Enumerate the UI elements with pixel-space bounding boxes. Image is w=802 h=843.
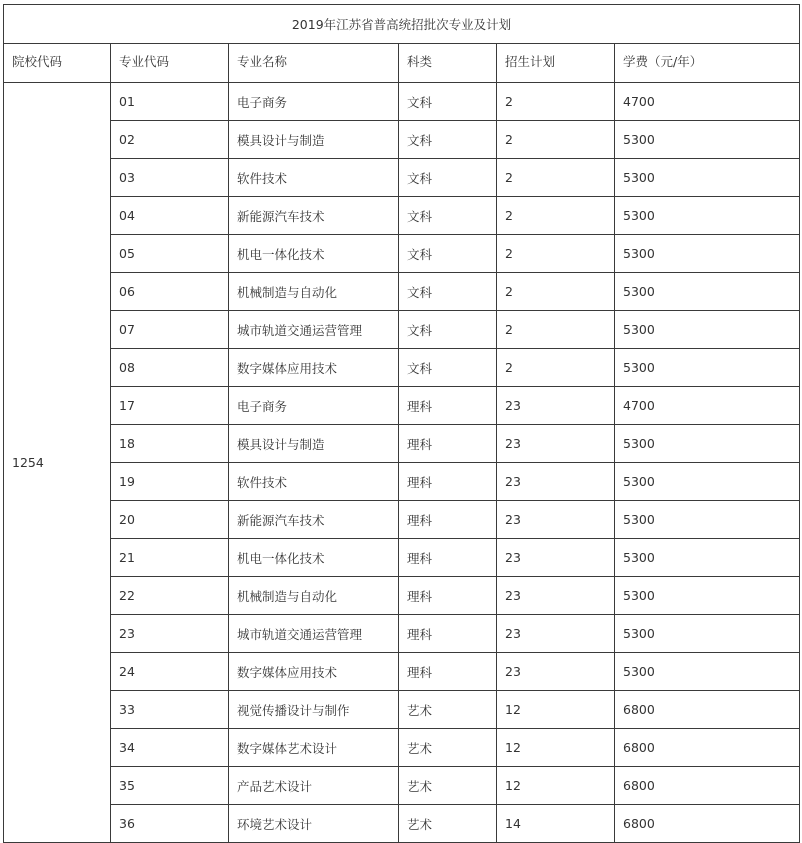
major-code-cell: 05 [111,235,229,273]
major-code-cell: 35 [111,767,229,805]
major-name-cell: 模具设计与制造 [229,121,399,159]
major-code-cell: 22 [111,577,229,615]
fee-cell: 4700 [615,387,800,425]
major-name-cell: 新能源汽车技术 [229,501,399,539]
fee-cell: 5300 [615,501,800,539]
header-category: 科类 [399,44,497,83]
table-row [4,425,800,463]
table-row [4,83,800,121]
major-name-cell: 数字媒体艺术设计 [229,729,399,767]
category-cell: 理科 [399,387,497,425]
major-code-cell: 01 [111,83,229,121]
header-row [4,44,800,83]
major-code-cell: 36 [111,805,229,843]
plan-cell: 23 [497,425,615,463]
major-code-cell: 21 [111,539,229,577]
header-school-code: 院校代码 [4,44,111,83]
fee-cell: 5300 [615,653,800,691]
major-name-cell: 数字媒体应用技术 [229,653,399,691]
header-major-code: 专业代码 [111,44,229,83]
plan-cell: 23 [497,615,615,653]
major-code-cell: 20 [111,501,229,539]
fee-cell: 5300 [615,159,800,197]
plan-cell: 2 [497,311,615,349]
plan-cell: 23 [497,463,615,501]
table-row [4,729,800,767]
category-cell: 理科 [399,539,497,577]
major-code-cell: 04 [111,197,229,235]
plan-cell: 2 [497,83,615,121]
table-title: 2019年江苏省普高统招批次专业及计划 [4,5,800,44]
category-cell: 文科 [399,197,497,235]
table-row [4,159,800,197]
fee-cell: 5300 [615,463,800,501]
table-row [4,615,800,653]
major-name-cell: 视觉传播设计与制作 [229,691,399,729]
table-row [4,273,800,311]
plan-cell: 12 [497,767,615,805]
fee-cell: 6800 [615,767,800,805]
plan-cell: 12 [497,729,615,767]
major-name-cell: 模具设计与制造 [229,425,399,463]
major-code-cell: 07 [111,311,229,349]
table-row [4,235,800,273]
major-name-cell: 环境艺术设计 [229,805,399,843]
plan-cell: 12 [497,691,615,729]
category-cell: 理科 [399,425,497,463]
header-fee: 学费（元/年） [615,44,800,83]
category-cell: 艺术 [399,805,497,843]
fee-cell: 5300 [615,615,800,653]
category-cell: 理科 [399,577,497,615]
plan-cell: 2 [497,159,615,197]
major-name-cell: 机械制造与自动化 [229,273,399,311]
category-cell: 艺术 [399,729,497,767]
table-row [4,197,800,235]
table-row [4,501,800,539]
table-row [4,767,800,805]
fee-cell: 6800 [615,805,800,843]
fee-cell: 5300 [615,539,800,577]
fee-cell: 5300 [615,349,800,387]
plan-cell: 23 [497,387,615,425]
fee-cell: 5300 [615,311,800,349]
table-row [4,653,800,691]
major-name-cell: 新能源汽车技术 [229,197,399,235]
major-name-cell: 电子商务 [229,387,399,425]
table-row [4,349,800,387]
fee-cell: 5300 [615,577,800,615]
major-code-cell: 17 [111,387,229,425]
major-code-cell: 33 [111,691,229,729]
category-cell: 理科 [399,615,497,653]
table-row [4,121,800,159]
table-row [4,691,800,729]
plan-cell: 2 [497,235,615,273]
fee-cell: 6800 [615,691,800,729]
fee-cell: 5300 [615,121,800,159]
fee-cell: 4700 [615,83,800,121]
major-name-cell: 数字媒体应用技术 [229,349,399,387]
major-code-cell: 18 [111,425,229,463]
category-cell: 文科 [399,349,497,387]
major-code-cell: 24 [111,653,229,691]
category-cell: 文科 [399,273,497,311]
major-name-cell: 软件技术 [229,463,399,501]
major-name-cell: 城市轨道交通运营管理 [229,615,399,653]
fee-cell: 5300 [615,425,800,463]
header-plan: 招生计划 [497,44,615,83]
major-name-cell: 城市轨道交通运营管理 [229,311,399,349]
category-cell: 文科 [399,121,497,159]
category-cell: 文科 [399,311,497,349]
major-code-cell: 06 [111,273,229,311]
major-code-cell: 03 [111,159,229,197]
enrollment-plan-table [3,4,800,843]
plan-cell: 2 [497,121,615,159]
fee-cell: 5300 [615,197,800,235]
major-name-cell: 产品艺术设计 [229,767,399,805]
major-name-cell: 机械制造与自动化 [229,577,399,615]
category-cell: 理科 [399,501,497,539]
category-cell: 文科 [399,159,497,197]
school-code-cell: 1254 [4,83,111,843]
category-cell: 理科 [399,463,497,501]
category-cell: 艺术 [399,691,497,729]
category-cell: 文科 [399,83,497,121]
table-row [4,311,800,349]
major-name-cell: 机电一体化技术 [229,235,399,273]
table-row [4,577,800,615]
major-code-cell: 02 [111,121,229,159]
plan-cell: 2 [497,273,615,311]
plan-cell: 2 [497,349,615,387]
table-row [4,463,800,501]
header-major-name: 专业名称 [229,44,399,83]
fee-cell: 5300 [615,235,800,273]
plan-cell: 23 [497,653,615,691]
table-row [4,539,800,577]
table-row [4,387,800,425]
plan-cell: 23 [497,577,615,615]
major-code-cell: 19 [111,463,229,501]
category-cell: 文科 [399,235,497,273]
category-cell: 理科 [399,653,497,691]
plan-cell: 23 [497,539,615,577]
major-name-cell: 电子商务 [229,83,399,121]
plan-cell: 2 [497,197,615,235]
major-code-cell: 23 [111,615,229,653]
major-code-cell: 34 [111,729,229,767]
major-name-cell: 软件技术 [229,159,399,197]
fee-cell: 6800 [615,729,800,767]
major-code-cell: 08 [111,349,229,387]
category-cell: 艺术 [399,767,497,805]
major-name-cell: 机电一体化技术 [229,539,399,577]
fee-cell: 5300 [615,273,800,311]
title-row [4,5,800,44]
table-row [4,805,800,843]
plan-cell: 14 [497,805,615,843]
plan-cell: 23 [497,501,615,539]
